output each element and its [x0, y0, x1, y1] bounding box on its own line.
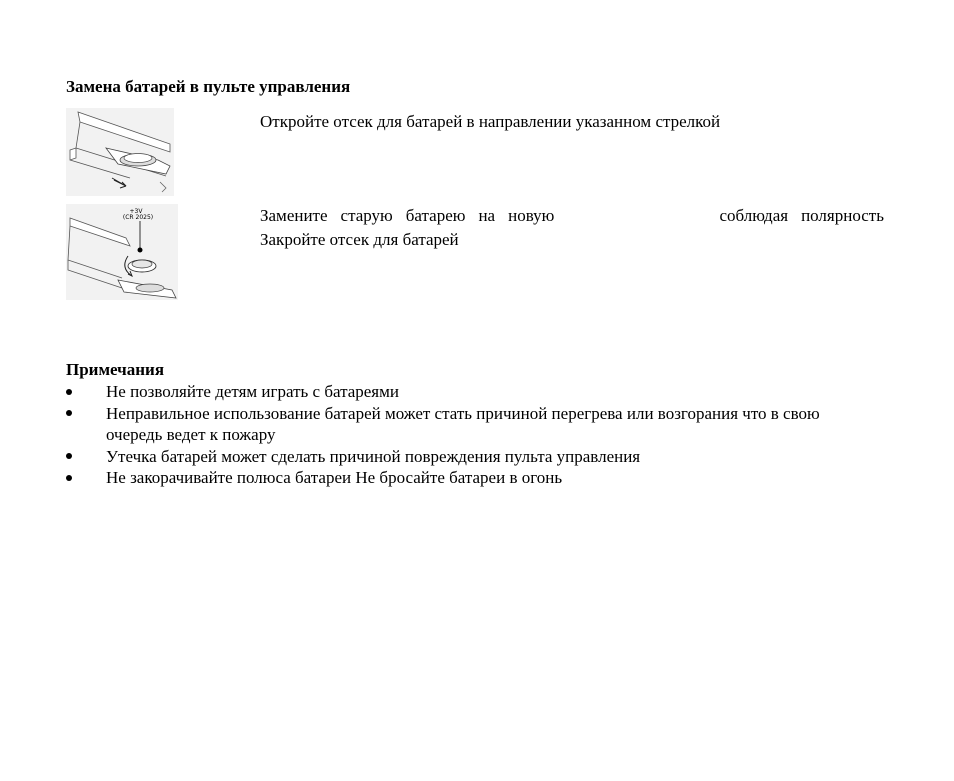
note-text: Не закорачивайте полюса батареи Не бросайте батареи в огонь	[106, 468, 563, 487]
note-text: Неправильное использование батарей может стать причиной перегрева или возгорания что в свою	[106, 403, 820, 423]
list-item	[66, 381, 896, 403]
list-item	[66, 446, 896, 468]
battery-replacement-illustration	[66, 204, 178, 300]
step-replace-battery-text	[260, 204, 884, 228]
bullet-icon	[66, 446, 76, 468]
bullet-icon	[66, 381, 76, 403]
step-replace-words-left	[260, 204, 554, 228]
battery-pointer-dot	[138, 248, 143, 253]
notes-title: Примечания	[66, 360, 165, 379]
step-word: на	[478, 206, 496, 225]
step-word: батарею	[405, 206, 466, 225]
polarity-label-line2: (CR 2025)	[122, 214, 154, 221]
step-replace-words-right	[719, 204, 884, 228]
step-word: старую	[340, 206, 393, 225]
step-open-compartment-text: Откройте отсек для батарей в направлении указанном стрелкой	[260, 112, 721, 131]
step-word: новую	[508, 206, 555, 225]
bullet-icon	[66, 467, 76, 489]
remote-replace-drawing	[66, 204, 178, 300]
note-text: Не позволяйте детям играть с батареями	[106, 382, 399, 401]
step-word: Замените	[260, 206, 328, 225]
remote-open-drawing	[66, 108, 174, 196]
section-title: Замена батарей в пульте управления	[66, 77, 351, 96]
list-item	[66, 403, 896, 446]
list-item	[66, 467, 896, 489]
step-word: соблюдая	[719, 206, 789, 225]
notes-list	[66, 381, 896, 489]
bullet-icon	[66, 403, 76, 425]
note-text: Утечка батарей может сделать причиной повреждения пульта управления	[106, 446, 641, 466]
step-close-compartment-text: Закройте отсек для батарей	[260, 230, 459, 249]
step-word: полярность	[801, 206, 884, 225]
battery-compartment-open-illustration	[66, 108, 174, 196]
note-text-continued: очередь ведет к пожару	[106, 425, 276, 444]
polarity-label-line1: +3V	[129, 208, 143, 215]
